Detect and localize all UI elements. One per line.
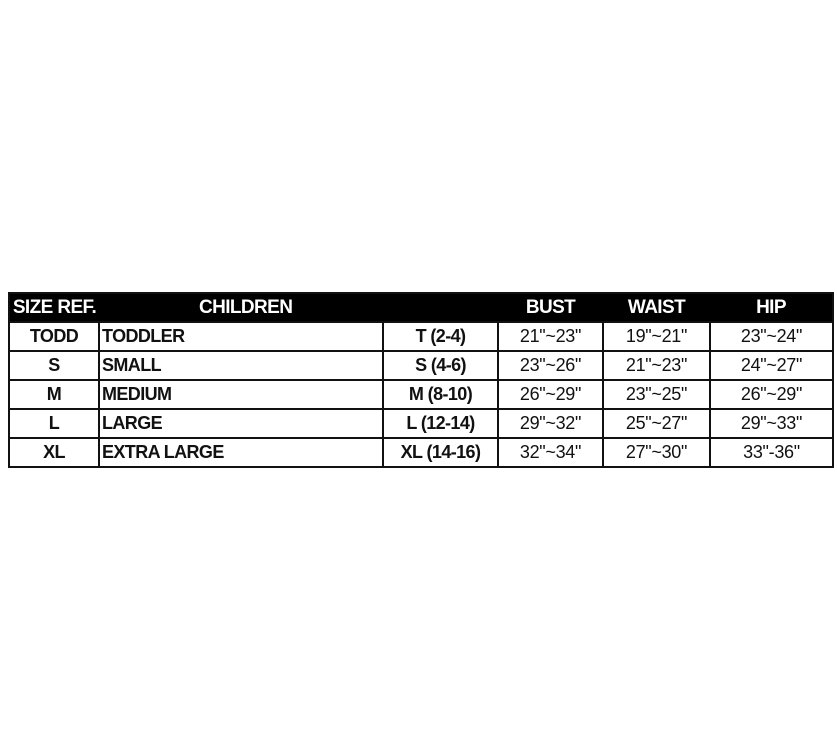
header-row [9, 293, 833, 322]
size-code: M [9, 380, 99, 409]
hip-value: 33"-36" [710, 438, 833, 467]
waist-value: 25"~27" [603, 409, 710, 438]
table-row [9, 380, 833, 409]
age-range: XL (14-16) [383, 438, 498, 467]
size-name: EXTRA LARGE [99, 438, 383, 467]
table-row [9, 438, 833, 467]
size-name: LARGE [99, 409, 383, 438]
table-row [9, 322, 833, 351]
hip-value: 23"~24" [710, 322, 833, 351]
age-range: M (8-10) [383, 380, 498, 409]
table-row [9, 409, 833, 438]
bust-value: 26"~29" [498, 380, 603, 409]
waist-value: 27"~30" [603, 438, 710, 467]
size-name: MEDIUM [99, 380, 383, 409]
table-row [9, 351, 833, 380]
size-name: TODDLER [99, 322, 383, 351]
bust-value: 32"~34" [498, 438, 603, 467]
header-size-ref: SIZE REF. [9, 293, 99, 322]
hip-value: 26"~29" [710, 380, 833, 409]
size-chart-header [9, 293, 833, 322]
hip-value: 24"~27" [710, 351, 833, 380]
waist-value: 23"~25" [603, 380, 710, 409]
age-range: L (12-14) [383, 409, 498, 438]
hip-value: 29"~33" [710, 409, 833, 438]
age-range: T (2-4) [383, 322, 498, 351]
size-code: XL [9, 438, 99, 467]
header-hip: HIP [710, 293, 833, 322]
size-chart-table [8, 292, 834, 468]
header-waist: WAIST [603, 293, 710, 322]
bust-value: 29"~32" [498, 409, 603, 438]
waist-value: 21"~23" [603, 351, 710, 380]
size-code: L [9, 409, 99, 438]
header-children: CHILDREN [99, 293, 498, 322]
size-chart-body [9, 322, 833, 467]
size-code: TODD [9, 322, 99, 351]
bust-value: 23"~26" [498, 351, 603, 380]
waist-value: 19"~21" [603, 322, 710, 351]
size-name: SMALL [99, 351, 383, 380]
bust-value: 21"~23" [498, 322, 603, 351]
header-bust: BUST [498, 293, 603, 322]
age-range: S (4-6) [383, 351, 498, 380]
size-code: S [9, 351, 99, 380]
